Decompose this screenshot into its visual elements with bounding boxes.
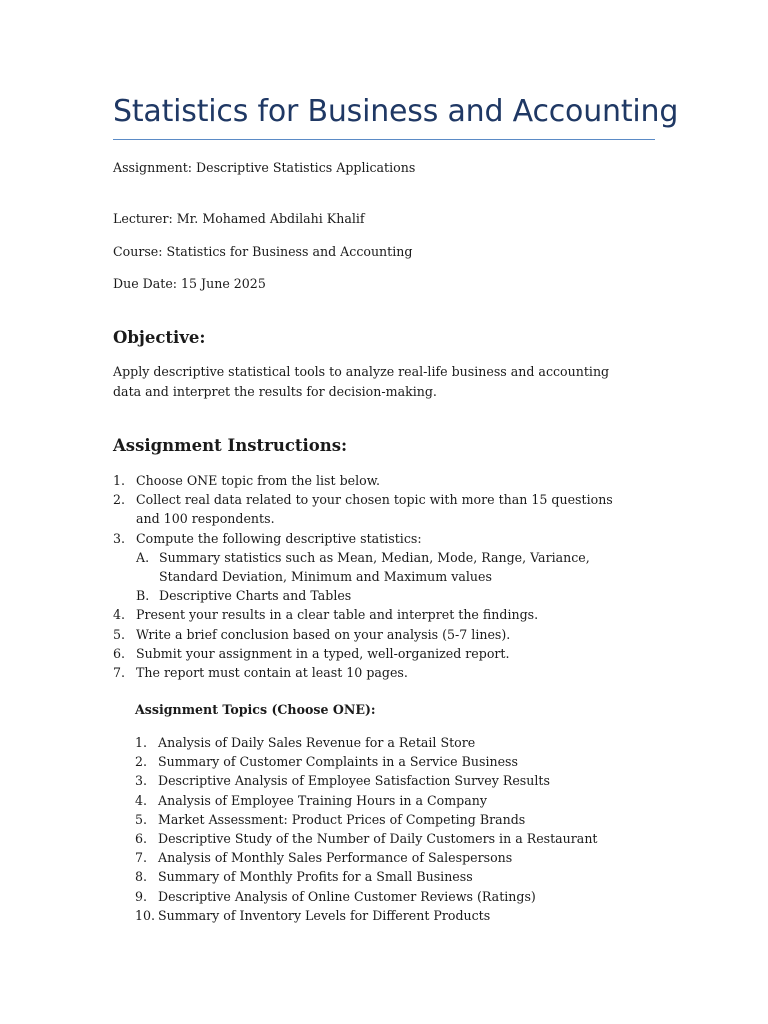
list-item [135, 771, 635, 790]
list-item-number: 9. [135, 888, 148, 904]
document-title: Statistics for Business and Accounting [113, 94, 679, 129]
list-item [113, 490, 638, 528]
list-item-number: 4. [135, 792, 148, 808]
list-item [135, 867, 635, 886]
list-item [135, 752, 635, 771]
list-item [135, 829, 635, 848]
list-item-text: The report must contain at least 10 pages. [136, 665, 408, 681]
list-item [113, 605, 638, 624]
list-item-text: Compute the following descriptive statistics: [136, 530, 422, 546]
list-item-text: Collect real data related to your chosen topic with more than 15 questions and 100 respondents. [136, 492, 613, 527]
list-item-number: 3. [113, 530, 126, 546]
list-item-text: Descriptive Analysis of Employee Satisfaction Survey Results [158, 773, 550, 789]
course-line: Course: Statistics for Business and Accounting [113, 244, 413, 259]
sublist-item [136, 548, 638, 586]
list-item-text: Analysis of Employee Training Hours in a Company [158, 792, 487, 808]
list-item [113, 529, 638, 606]
list-item [135, 733, 635, 752]
list-item-number: 1. [113, 473, 126, 488]
list-item-text: Write a brief conclusion based on your analysis (5-7 lines). [136, 626, 511, 642]
list-item-number: 2. [113, 492, 126, 508]
lecturer-line: Lecturer: Mr. Mohamed Abdilahi Khalif [113, 211, 365, 226]
topics-heading: Assignment Topics (Choose ONE): [135, 702, 376, 717]
list-item-number: 5. [135, 811, 148, 827]
list-item-text: Market Assessment: Product Prices of Competing Brands [158, 811, 526, 827]
list-item-number: 1. [135, 735, 148, 750]
list-item-number: 5. [113, 626, 126, 642]
instructions-heading: Assignment Instructions: [113, 436, 348, 455]
list-item-text: Analysis of Monthly Sales Performance of Salespersons [158, 850, 513, 866]
list-item-number: 8. [135, 869, 148, 885]
list-item [113, 663, 638, 682]
topics-list [135, 733, 635, 925]
list-item-number: 10. [135, 907, 156, 923]
list-item-number: 7. [135, 850, 148, 866]
list-item-text: Choose ONE topic from the list below. [136, 473, 380, 488]
list-item-number: 6. [135, 831, 148, 847]
sublist-item-text: Descriptive Charts and Tables [159, 588, 352, 604]
list-item [113, 625, 638, 644]
list-item-number: 2. [135, 754, 148, 770]
due-date-line: Due Date: 15 June 2025 [113, 276, 266, 291]
list-item-text: Summary of Customer Complaints in a Service Business [158, 754, 518, 770]
list-item-text: Present your results in a clear table and interpret the findings. [136, 607, 539, 623]
list-item-text: Summary of Monthly Profits for a Small Business [158, 869, 473, 885]
sublist-item-text: Summary statistics such as Mean, Median, Mode, Range, Variance, Standard Deviation, Minimum and Maximum values [159, 549, 590, 585]
list-item-text: Analysis of Daily Sales Revenue for a Retail Store [158, 735, 476, 750]
list-item-number: 4. [113, 607, 126, 623]
list-item-number: 6. [113, 645, 126, 661]
list-item [113, 471, 638, 490]
list-item-text: Summary of Inventory Levels for Different Products [158, 907, 491, 923]
sublist-item-letter: A. [136, 549, 150, 565]
list-item-text: Descriptive Analysis of Online Customer Reviews (Ratings) [158, 888, 536, 904]
objective-heading: Objective: [113, 328, 206, 347]
list-item [135, 791, 635, 810]
statistics-sublist [136, 548, 638, 606]
list-item [135, 810, 635, 829]
sublist-item [136, 586, 638, 605]
list-item [135, 848, 635, 867]
list-item [135, 906, 635, 925]
list-item [113, 644, 638, 663]
assignment-line: Assignment: Descriptive Statistics Applications [113, 160, 416, 175]
title-underline-rule [113, 139, 655, 140]
list-item-number: 3. [135, 773, 148, 789]
list-item-text: Descriptive Study of the Number of Daily Customers in a Restaurant [158, 831, 598, 847]
objective-text: Apply descriptive statistical tools to analyze real-life business and accounting data and interpret the results for decision-making. [113, 364, 610, 399]
instructions-list [113, 471, 638, 682]
sublist-item-letter: B. [136, 588, 150, 604]
list-item-text: Submit your assignment in a typed, well-organized report. [136, 645, 510, 661]
list-item-number: 7. [113, 665, 126, 681]
list-item [135, 887, 635, 906]
